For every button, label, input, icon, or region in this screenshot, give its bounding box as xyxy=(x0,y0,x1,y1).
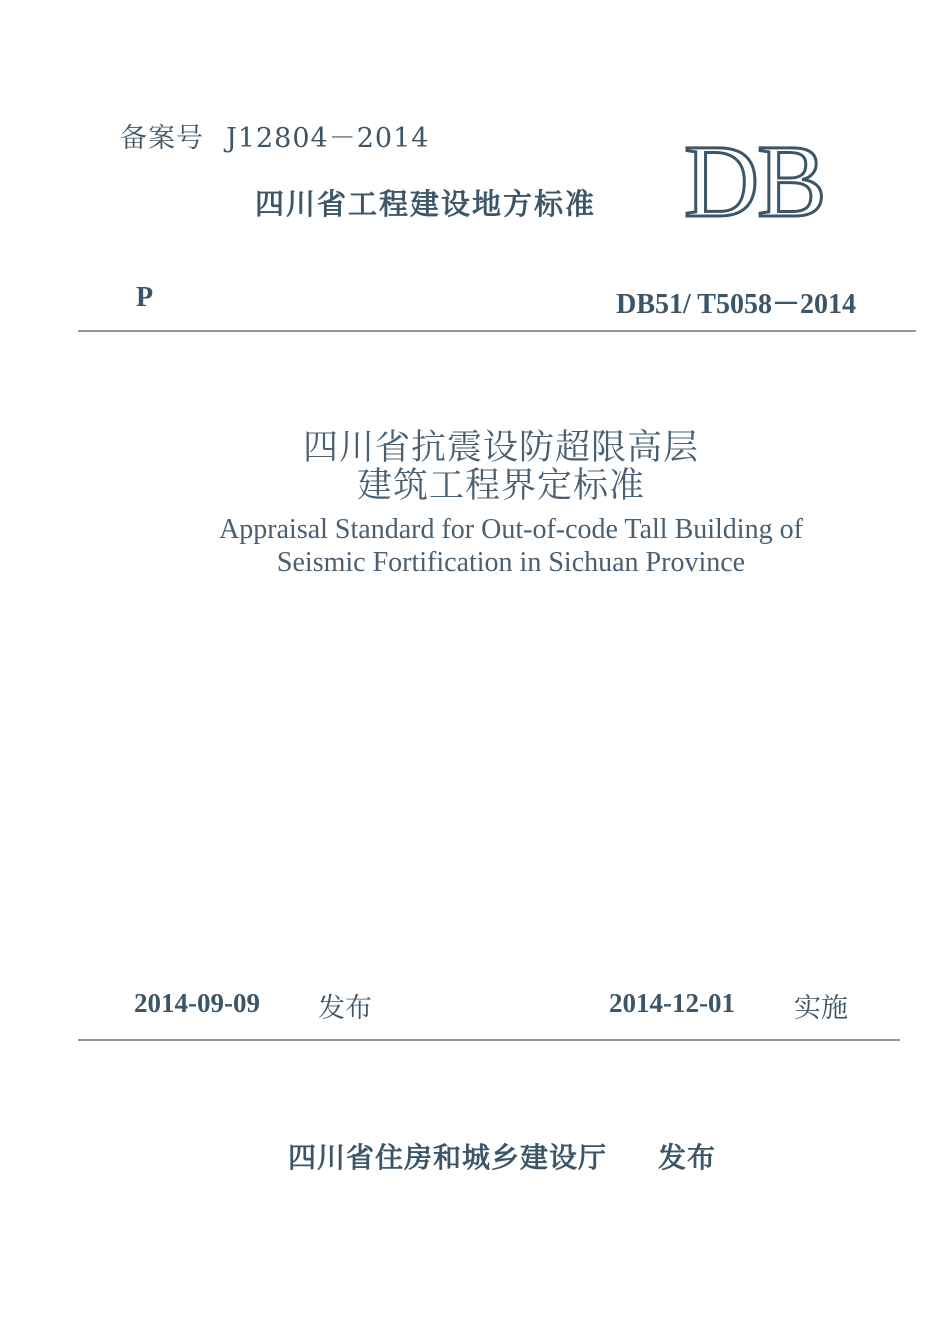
record-number xyxy=(120,116,429,155)
record-value: J12804－2014 xyxy=(226,123,430,154)
title-en-line1: Appraisal Standard for Out-of-code Tall Building of xyxy=(219,514,803,545)
top-divider xyxy=(78,330,916,332)
record-label: 备案号 xyxy=(120,123,204,154)
publisher-name: 四川省住房和城乡建设厅 xyxy=(288,1141,608,1174)
issue-label: 发布 xyxy=(318,993,372,1024)
title-en-line2: Seismic Fortification in Sichuan Province xyxy=(276,547,746,578)
title-cn-line2: 建筑工程界定标准 xyxy=(356,466,645,506)
bottom-divider xyxy=(78,1039,900,1041)
standard-type: 四川省工程建设地方标准 xyxy=(255,187,597,221)
title-cn-line1: 四川省抗震设防超限高层 xyxy=(302,428,699,468)
issue-date: 2014-09-09 xyxy=(134,988,260,1018)
implement-label: 实施 xyxy=(794,993,848,1024)
db-logo: DB xyxy=(684,124,825,239)
implement-date: 2014-12-01 xyxy=(609,988,735,1018)
publisher-action: 发布 xyxy=(658,1141,717,1174)
category-code: P xyxy=(136,282,154,313)
standard-number: DB51/ T5058－2014 xyxy=(616,289,856,320)
